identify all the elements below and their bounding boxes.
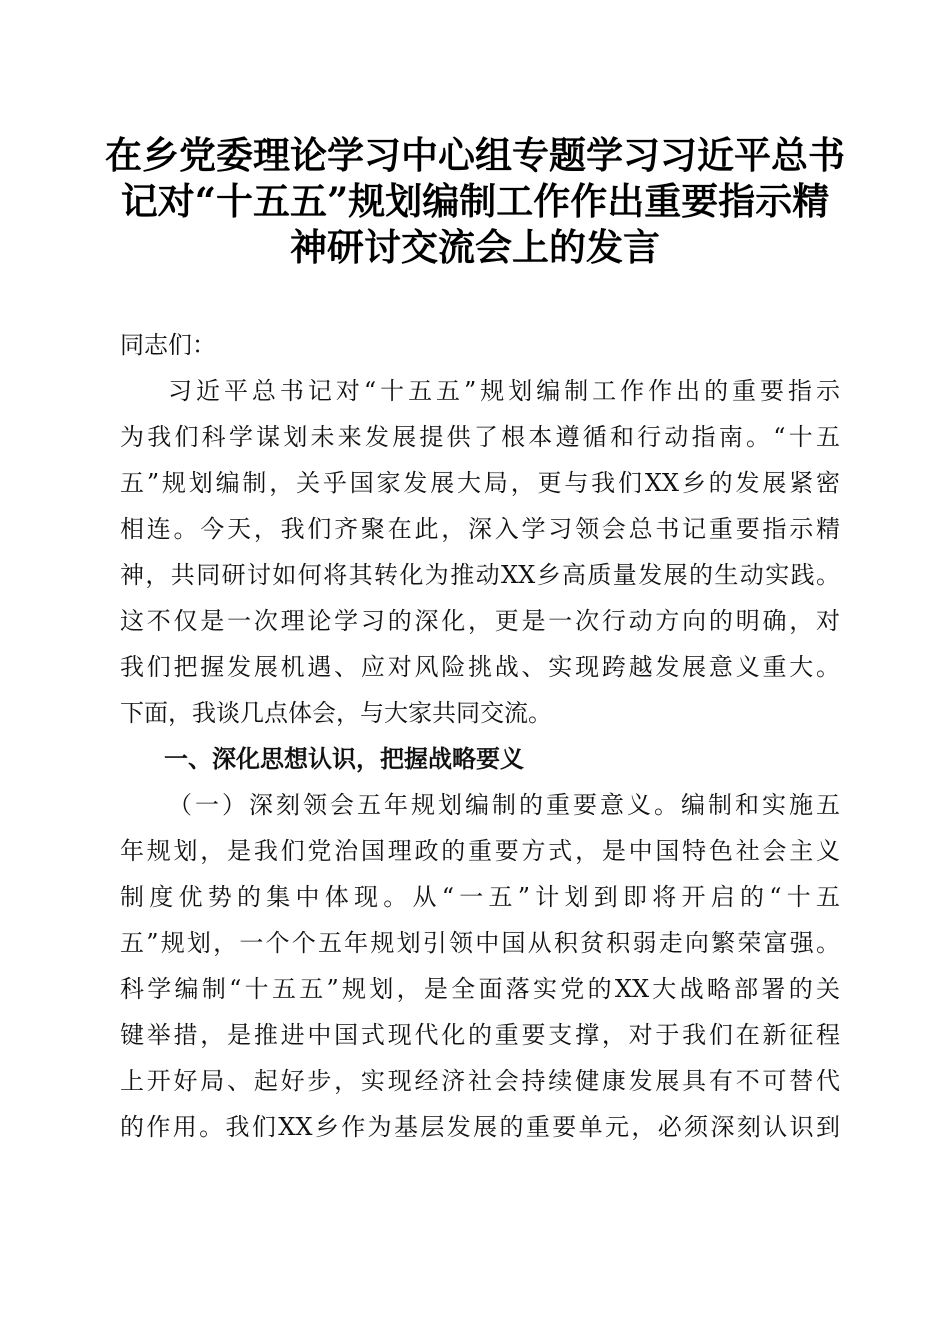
paragraph-line: 年规划，是我们党治国理政的重要方式，是中国特色社会主义 [120,837,840,865]
paragraph-line: 下面，我谈几点体会，与大家共同交流。 [120,699,552,727]
paragraph-line: 五”规划，一个个五年规划引领中国从积贫积弱走向繁荣富强。 [120,929,840,957]
paragraph-line: 我们把握发展机遇、应对风险挑战、实现跨越发展意义重大。 [120,653,840,681]
paragraph-line: 为我们科学谋划未来发展提供了根本遵循和行动指南。“十五 [120,423,840,451]
paragraph-line: 五”规划编制，关乎国家发展大局，更与我们XX乡的发展紧密 [120,469,840,497]
paragraph-line: 上开好局、起好步，实现经济社会持续健康发展具有不可替代 [120,1067,840,1095]
paragraph-section-1-1 [120,782,840,1150]
title-line: 神研讨交流会上的发言 [290,225,660,269]
document-title [100,132,850,270]
salutation: 同志们： [120,331,216,359]
paragraph-line: 的作用。我们XX乡作为基层发展的重要单元，必须深刻认识到 [120,1113,840,1141]
section-heading: 一、深化思想认识，把握战略要义 [164,745,524,773]
title-line: 在乡党委理论学习中心组专题学习习近平总书 [105,133,845,177]
paragraph-line: 习近平总书记对“十五五”规划编制工作作出的重要指示 [168,377,840,405]
paragraph-line: 相连。今天，我们齐聚在此，深入学习领会总书记重要指示精 [120,515,840,543]
title-line: 记对“十五五”规划编制工作作出重要指示精 [120,179,830,223]
paragraph-line: 这不仅是一次理论学习的深化，更是一次行动方向的明确，对 [120,607,840,635]
document-body [120,322,840,1150]
paragraph-line: 制度优势的集中体现。从“一五”计划到即将开启的“十五 [120,883,840,911]
paragraph-intro [120,368,840,736]
paragraph-line: 键举措，是推进中国式现代化的重要支撑，对于我们在新征程 [120,1021,840,1049]
paragraph-line: 科学编制“十五五”规划，是全面落实党的XX大战略部署的关 [120,975,840,1003]
paragraph-line: （一）深刻领会五年规划编制的重要意义。编制和实施五 [168,791,840,819]
paragraph-line: 神，共同研讨如何将其转化为推动XX乡高质量发展的生动实践。 [120,561,840,589]
